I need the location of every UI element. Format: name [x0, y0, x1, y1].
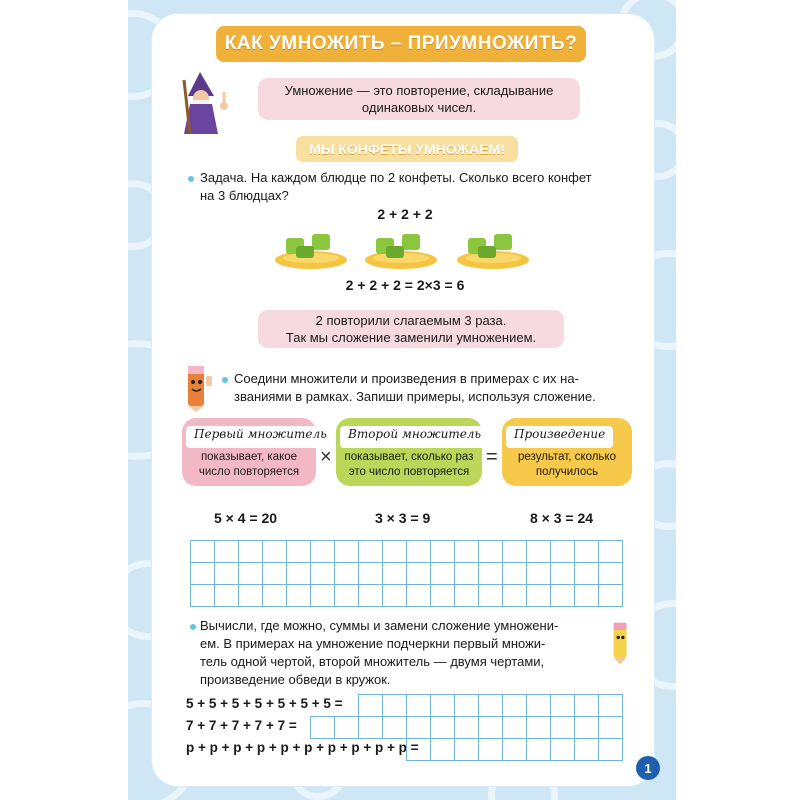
example-expression: 3 × 3 = 9 [375, 510, 431, 526]
sum-expression: 5 + 5 + 5 + 5 + 5 + 5 + 5 = [186, 696, 343, 711]
grid-cell[interactable] [335, 541, 359, 563]
grid-cell[interactable] [359, 695, 383, 717]
grid-cell[interactable] [335, 585, 359, 607]
grid-cell[interactable] [431, 739, 455, 761]
grid-cell[interactable] [215, 541, 239, 563]
card-text-line: показывает, сколько раз [344, 451, 474, 463]
grid-cell[interactable] [455, 739, 479, 761]
grid-cell[interactable] [431, 541, 455, 563]
wizard-illustration [180, 70, 236, 136]
bullet-icon [222, 377, 228, 383]
grid-cell[interactable] [551, 739, 575, 761]
answer-grid[interactable] [190, 540, 623, 607]
page-title: КАК УМНОЖИТЬ – ПРИУМНОЖИТЬ? [216, 26, 586, 62]
grid-cell[interactable] [599, 585, 623, 607]
grid-cell[interactable] [383, 563, 407, 585]
page-number: 1 [636, 756, 660, 780]
product-card [502, 418, 632, 486]
explanation-line: 2 повторили слагаемым 3 раза. [315, 313, 507, 328]
exercise-text [200, 617, 600, 689]
equals-sign: = [486, 446, 498, 468]
second-factor-card [336, 418, 482, 486]
grid-cell[interactable] [575, 717, 599, 739]
grid-cell[interactable] [503, 541, 527, 563]
card-title: Произведение [506, 426, 613, 448]
section-subtitle: МЫ КОНФЕТЫ УМНОЖАЕМ! [296, 136, 518, 162]
grid-cell[interactable] [215, 563, 239, 585]
grid-cell[interactable] [335, 717, 359, 739]
plate-with-candies-icon [362, 230, 440, 270]
bullet-icon [188, 176, 194, 182]
grid-cell[interactable] [239, 541, 263, 563]
first-factor-card [182, 418, 327, 486]
grid-cell[interactable] [311, 541, 335, 563]
grid-cell[interactable] [599, 563, 623, 585]
grid-cell[interactable] [575, 563, 599, 585]
grid-cell[interactable] [191, 541, 215, 563]
definition-line: Умножение — это повторение, складывание [284, 83, 554, 98]
definition-box [258, 78, 580, 120]
grid-cell[interactable] [551, 585, 575, 607]
grid-cell[interactable] [479, 695, 503, 717]
sum-expression: р + р + р + р + р + р + р + р + р + р = [186, 740, 419, 755]
grid-cell[interactable] [407, 541, 431, 563]
grid-cell[interactable] [359, 541, 383, 563]
grid-cell[interactable] [335, 563, 359, 585]
grid-cell[interactable] [359, 717, 383, 739]
grid-cell[interactable] [599, 739, 623, 761]
grid-cell[interactable] [407, 717, 431, 739]
pencil-character-icon [608, 620, 634, 666]
card-title: Первый множитель [186, 426, 335, 448]
grid-cell[interactable] [575, 541, 599, 563]
grid-cell[interactable] [455, 563, 479, 585]
grid-cell[interactable] [311, 585, 335, 607]
grid-cell[interactable] [479, 717, 503, 739]
example-expression: 5 × 4 = 20 [214, 510, 278, 526]
grid-cell[interactable] [551, 563, 575, 585]
grid-cell[interactable] [215, 585, 239, 607]
grid-cell[interactable] [263, 541, 287, 563]
grid-cell[interactable] [359, 585, 383, 607]
grid-cell[interactable] [503, 739, 527, 761]
grid-cell[interactable] [575, 695, 599, 717]
grid-cell[interactable] [407, 739, 431, 761]
grid-cell[interactable] [551, 717, 575, 739]
grid-cell[interactable] [527, 585, 551, 607]
card-description [336, 450, 482, 480]
task-line: Задача. На каждом блюдце по 2 конфеты. Сколько всего конфет [200, 170, 592, 185]
card-text-line: это число повторяется [348, 466, 470, 478]
plate-with-candies-icon [272, 230, 350, 270]
grid-cell[interactable] [551, 695, 575, 717]
card-description [502, 450, 632, 480]
grid-cell[interactable] [239, 563, 263, 585]
grid-cell[interactable] [575, 739, 599, 761]
grid-cell[interactable] [359, 563, 383, 585]
grid-cell[interactable] [383, 717, 407, 739]
grid-cell[interactable] [503, 563, 527, 585]
grid-cell[interactable] [191, 563, 215, 585]
grid-cell[interactable] [599, 541, 623, 563]
grid-cell[interactable] [455, 695, 479, 717]
sum-expression: 7 + 7 + 7 + 7 + 7 = [186, 718, 297, 733]
grid-cell[interactable] [455, 585, 479, 607]
grid-cell[interactable] [599, 717, 623, 739]
grid-cell[interactable] [311, 563, 335, 585]
grid-cell[interactable] [455, 717, 479, 739]
grid-cell[interactable] [431, 695, 455, 717]
card-text-line: получилось [535, 466, 599, 478]
example-expression: 8 × 3 = 24 [530, 510, 594, 526]
grid-cell[interactable] [527, 695, 551, 717]
grid-cell[interactable] [503, 585, 527, 607]
grid-cell[interactable] [407, 585, 431, 607]
grid-cell[interactable] [263, 585, 287, 607]
explanation-line: Так мы сложение заменили умножением. [285, 330, 537, 345]
exercise-line: ем. В примерах на умножение подчеркни первый множи- [200, 636, 546, 651]
grid-cell[interactable] [527, 541, 551, 563]
full-expression: 2 + 2 + 2 = 2×3 = 6 [345, 277, 465, 293]
grid-cell[interactable] [263, 563, 287, 585]
grid-cell[interactable] [431, 717, 455, 739]
card-text-line: число повторяется [198, 466, 300, 478]
grid-cell[interactable] [287, 541, 311, 563]
grid-cell[interactable] [527, 739, 551, 761]
grid-cell[interactable] [551, 541, 575, 563]
card-text-line: результат, сколько [518, 451, 616, 463]
grid-cell[interactable] [239, 585, 263, 607]
sum-expression: 2 + 2 + 2 [377, 206, 433, 222]
exercise-line: произведение обведи в кружок. [200, 672, 391, 687]
answer-grid-row[interactable] [310, 716, 623, 739]
grid-cell[interactable] [407, 563, 431, 585]
grid-cell[interactable] [383, 541, 407, 563]
task-text [200, 169, 600, 205]
grid-cell[interactable] [407, 695, 431, 717]
grid-cell[interactable] [479, 585, 503, 607]
grid-cell[interactable] [503, 695, 527, 717]
grid-cell[interactable] [383, 695, 407, 717]
grid-cell[interactable] [287, 563, 311, 585]
card-title: Второй множитель [340, 426, 489, 448]
times-sign: × [320, 446, 332, 468]
grid-cell[interactable] [479, 739, 503, 761]
grid-cell[interactable] [479, 541, 503, 563]
grid-cell[interactable] [599, 695, 623, 717]
task-line: на 3 блюдцах? [200, 188, 289, 203]
grid-cell[interactable] [287, 585, 311, 607]
exercise-line: тель одной чертой, второй множитель — двумя чертами, [200, 654, 545, 669]
exercise-line: Соедини множители и произведения в примерах с их на- [234, 371, 579, 386]
explanation-box [258, 310, 564, 348]
card-description [182, 450, 316, 480]
exercise-line: Вычисли, где можно, суммы и замени сложение умножени- [200, 618, 559, 633]
bullet-icon [190, 624, 196, 630]
exercise-line: званиями в рамках. Запиши примеры, используя сложение. [234, 389, 596, 404]
grid-cell[interactable] [311, 717, 335, 739]
grid-cell[interactable] [575, 585, 599, 607]
grid-cell[interactable] [431, 585, 455, 607]
pencil-character-illustration [180, 364, 216, 412]
exercise-text [234, 370, 614, 406]
grid-cell[interactable] [527, 563, 551, 585]
grid-cell[interactable] [527, 717, 551, 739]
grid-cell[interactable] [455, 541, 479, 563]
grid-cell[interactable] [431, 563, 455, 585]
answer-grid-row[interactable] [406, 738, 623, 761]
grid-cell[interactable] [479, 563, 503, 585]
grid-cell[interactable] [383, 585, 407, 607]
definition-line: одинаковых чисел. [361, 100, 477, 115]
card-text-line: показывает, какое [200, 451, 298, 463]
grid-cell[interactable] [503, 717, 527, 739]
grid-cell[interactable] [191, 585, 215, 607]
answer-grid-row[interactable] [358, 694, 623, 717]
plate-with-candies-icon [454, 230, 532, 270]
